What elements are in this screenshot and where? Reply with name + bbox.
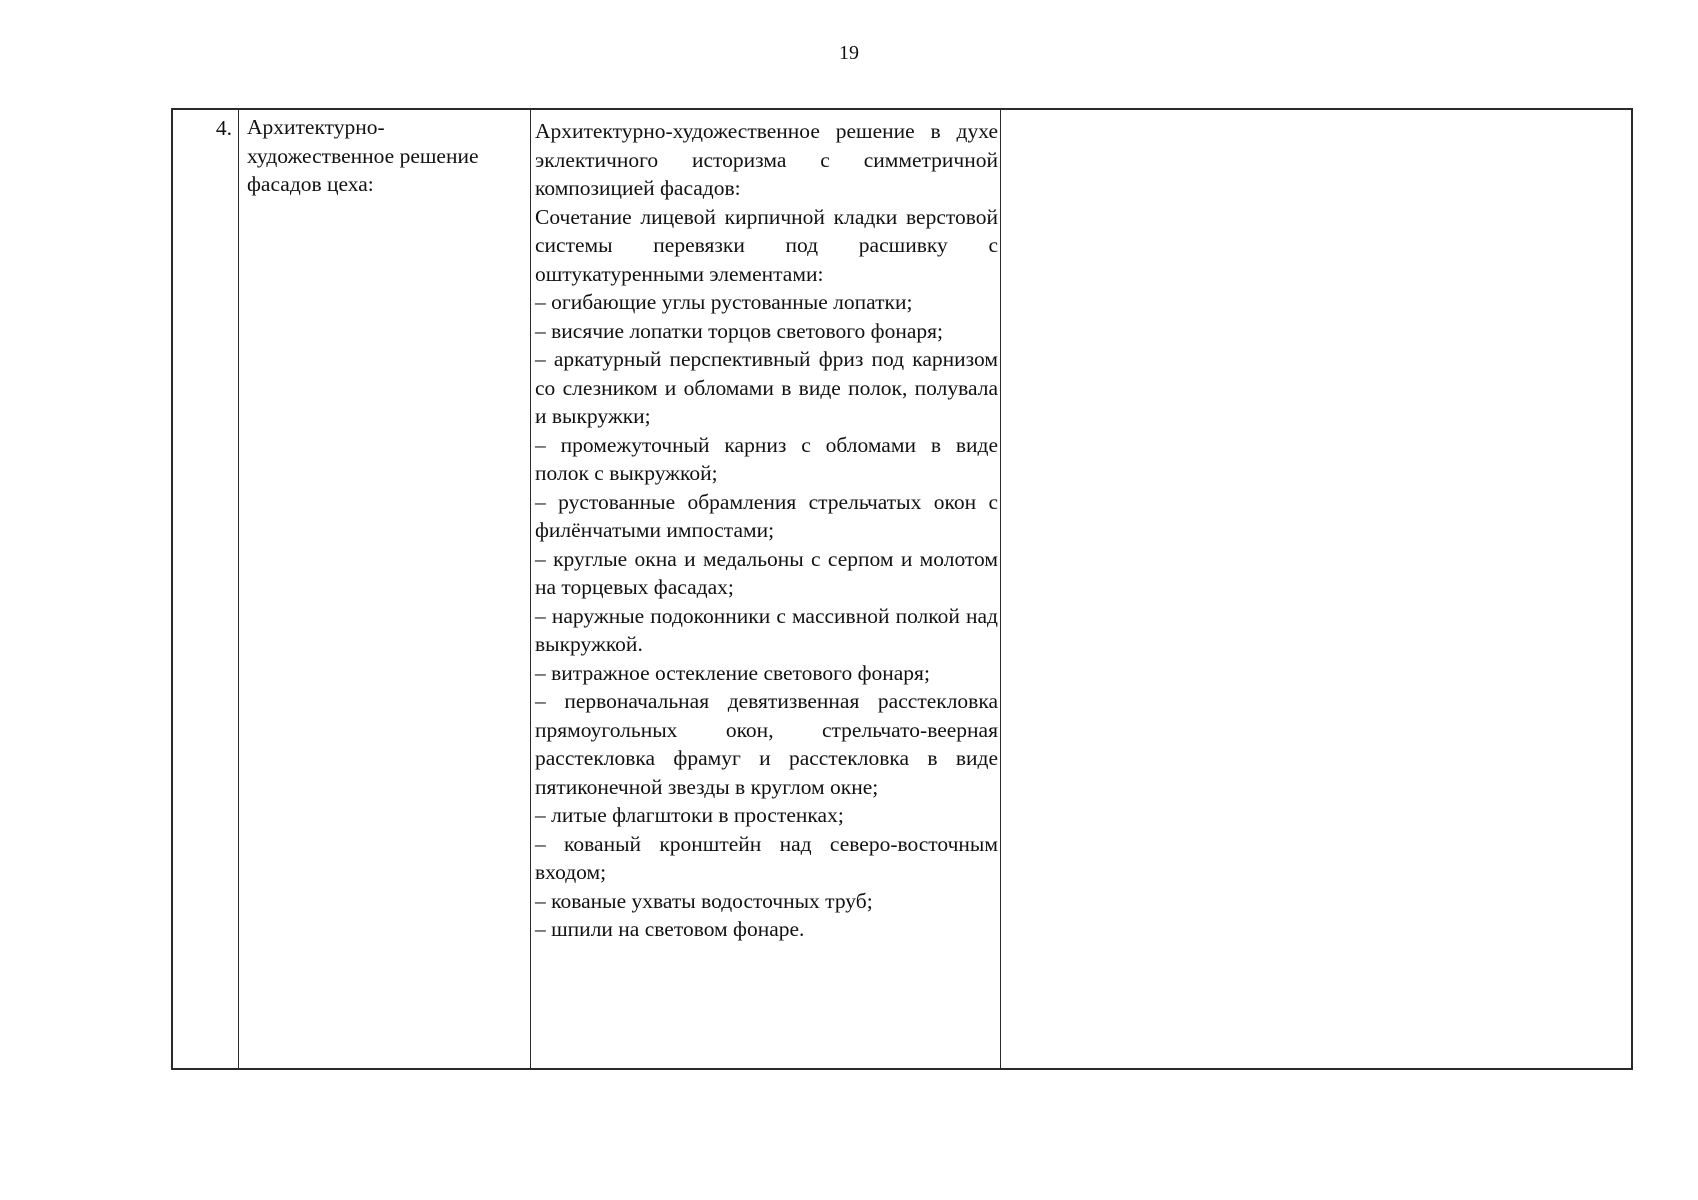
extra-cell <box>1001 110 1631 1068</box>
list-item: – кованые ухваты водосточных труб; <box>535 888 873 913</box>
description-masonry: Сочетание лицевой кирпичной кладки верстовой системы перевязки под расшивку с оштукатуренными элементами: <box>535 204 998 286</box>
description-list <box>535 288 998 944</box>
page-number: 19 <box>839 42 859 64</box>
list-item: – наружные подоконники с массивной полкой над выкружкой. <box>535 603 998 656</box>
list-item: – рустованные обрамления стрельчатых окон с филёнчатыми импостами; <box>535 489 998 542</box>
list-item: – литые флагштоки в простенках; <box>535 803 844 827</box>
element-name-cell <box>239 110 531 1068</box>
row-number-cell <box>173 110 239 1068</box>
list-item: – промежуточный карниз с обломами в виде полок с выкружкой; <box>535 432 998 485</box>
list-item: – кованый кронштейн над северо-восточным входом; <box>535 831 998 884</box>
list-item: – витражное остекление светового фонаря; <box>535 660 930 685</box>
description-cell <box>531 110 1001 1068</box>
element-name: Архитектурно-художественное решение фасадов цеха: <box>247 115 479 196</box>
row-number: 4. <box>215 116 232 140</box>
description-intro: Архитектурно-художественное решение в духе эклектичного историзма с симметричной композицией фасадов: <box>535 119 998 200</box>
list-item: – первоначальная девятизвенная расстекловка прямоугольных окон, стрельчато-веерная расстекловка фрамуг и расстекловка в виде пятиконечной звезды в круглом окне; <box>535 689 998 799</box>
list-item: – огибающие углы рустованные лопатки; <box>535 290 913 314</box>
list-item: – аркатурный перспективный фриз под карнизом со слезником и обломами в виде полок, полувала и выкружки; <box>535 347 998 428</box>
document-table <box>171 108 1633 1070</box>
list-item: – висячие лопатки торцов светового фонаря; <box>535 318 944 343</box>
list-item: – шпили на световом фонаре. <box>535 917 805 941</box>
list-item: – круглые окна и медальоны с серпом и молотом на торцевых фасадах; <box>535 546 998 599</box>
